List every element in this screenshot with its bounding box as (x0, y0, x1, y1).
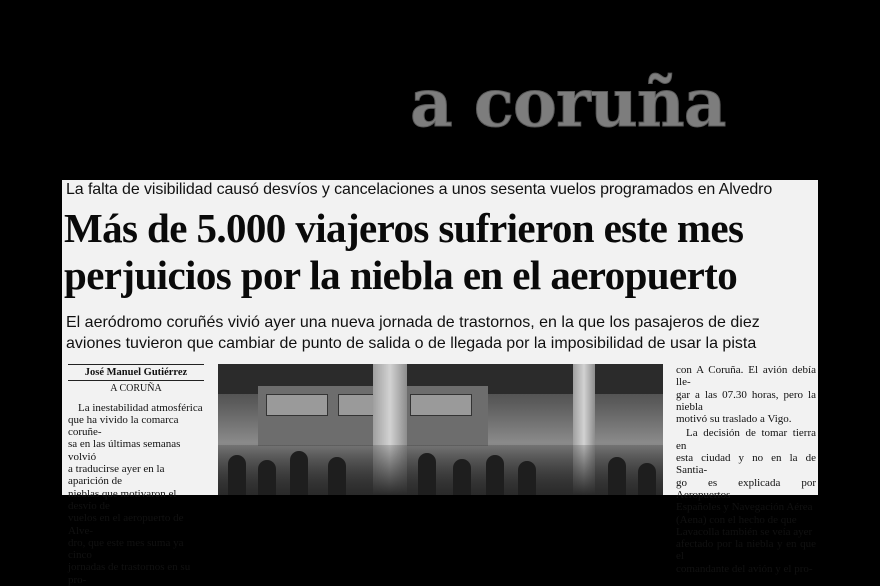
terminal-window (410, 394, 472, 416)
body-line: nieblas que motivaron el desvío de (68, 487, 177, 512)
body-line: sa en las últimas semanas volvió (68, 438, 181, 463)
section-masthead (0, 0, 880, 180)
body-line: go es explicada por Aeropuertos (676, 476, 816, 501)
body-line: comandante del avión y el pro- (676, 562, 813, 575)
passenger-figure (418, 453, 436, 495)
body-line: jornadas de trastornos en su pro- (68, 561, 191, 586)
passenger-crowd (218, 445, 663, 495)
headline-line: perjuicios por la niebla en el aeropuerto (64, 252, 738, 298)
deck-line: El aeródromo coruñés vivió ayer una nueva jornada de trastornos, en la que los pasajeros de diez (66, 314, 760, 331)
right-column (676, 364, 816, 575)
section-title: a coruña (410, 64, 726, 142)
passenger-figure (228, 455, 246, 495)
deck-line: aviones tuvieron que cambiar de punto de salida o de llegada por la imposibilidad de usar la pista (66, 335, 757, 352)
passenger-figure (328, 457, 346, 495)
body-line: dro, que este mes suma ya cinco (68, 536, 184, 562)
dateline: A CORUÑA (110, 383, 162, 395)
body-line: motivó su traslado a Vigo. (676, 413, 792, 426)
passenger-figure (638, 463, 656, 495)
right-column-paragraph (676, 427, 816, 575)
body-line: La inestabilidad atmosférica (78, 401, 203, 414)
article-headline (64, 205, 818, 299)
terminal-window (266, 394, 328, 416)
airport-photo (218, 364, 663, 495)
passenger-figure (258, 460, 276, 495)
article-deck (66, 312, 816, 354)
passenger-figure (608, 457, 626, 495)
body-line: Lavacolla también se veía ayer (676, 525, 813, 538)
passenger-figure (290, 451, 308, 495)
body-line: vuelos en el aeropuerto de Alve- (68, 512, 184, 537)
body-line: que ha vivido la comarca coruñe- (68, 413, 179, 439)
body-line: La decisión de tomar tierra en (676, 427, 816, 452)
body-line: gar a las 07.30 horas, pero la niebla (676, 388, 816, 413)
left-column-body (68, 402, 204, 586)
body-line: Españoles y Navegación Aérea (676, 501, 813, 514)
body-line: afectado por la niebla y en que el (676, 538, 816, 563)
article-kicker: La falta de visibilidad causó desvíos y cancelaciones a unos sesenta vuelos programados en Alvedro (66, 181, 773, 198)
left-column (68, 364, 204, 586)
body-line: a traducirse ayer en la aparición de (68, 463, 165, 488)
passenger-figure (486, 455, 504, 495)
byline: José Manuel Gutiérrez (68, 364, 204, 381)
newspaper-page (62, 180, 818, 586)
passenger-figure (518, 461, 536, 495)
body-line: (Aena) con el hecho de que (676, 513, 797, 526)
body-line: esta ciudad y no en la de Santia- (676, 452, 816, 477)
right-column-paragraph (676, 364, 816, 425)
passenger-figure (453, 459, 471, 495)
body-line: con A Coruña. El avión debía lle- (676, 364, 816, 389)
headline-line: Más de 5.000 viajeros sufrieron este mes (64, 205, 744, 251)
